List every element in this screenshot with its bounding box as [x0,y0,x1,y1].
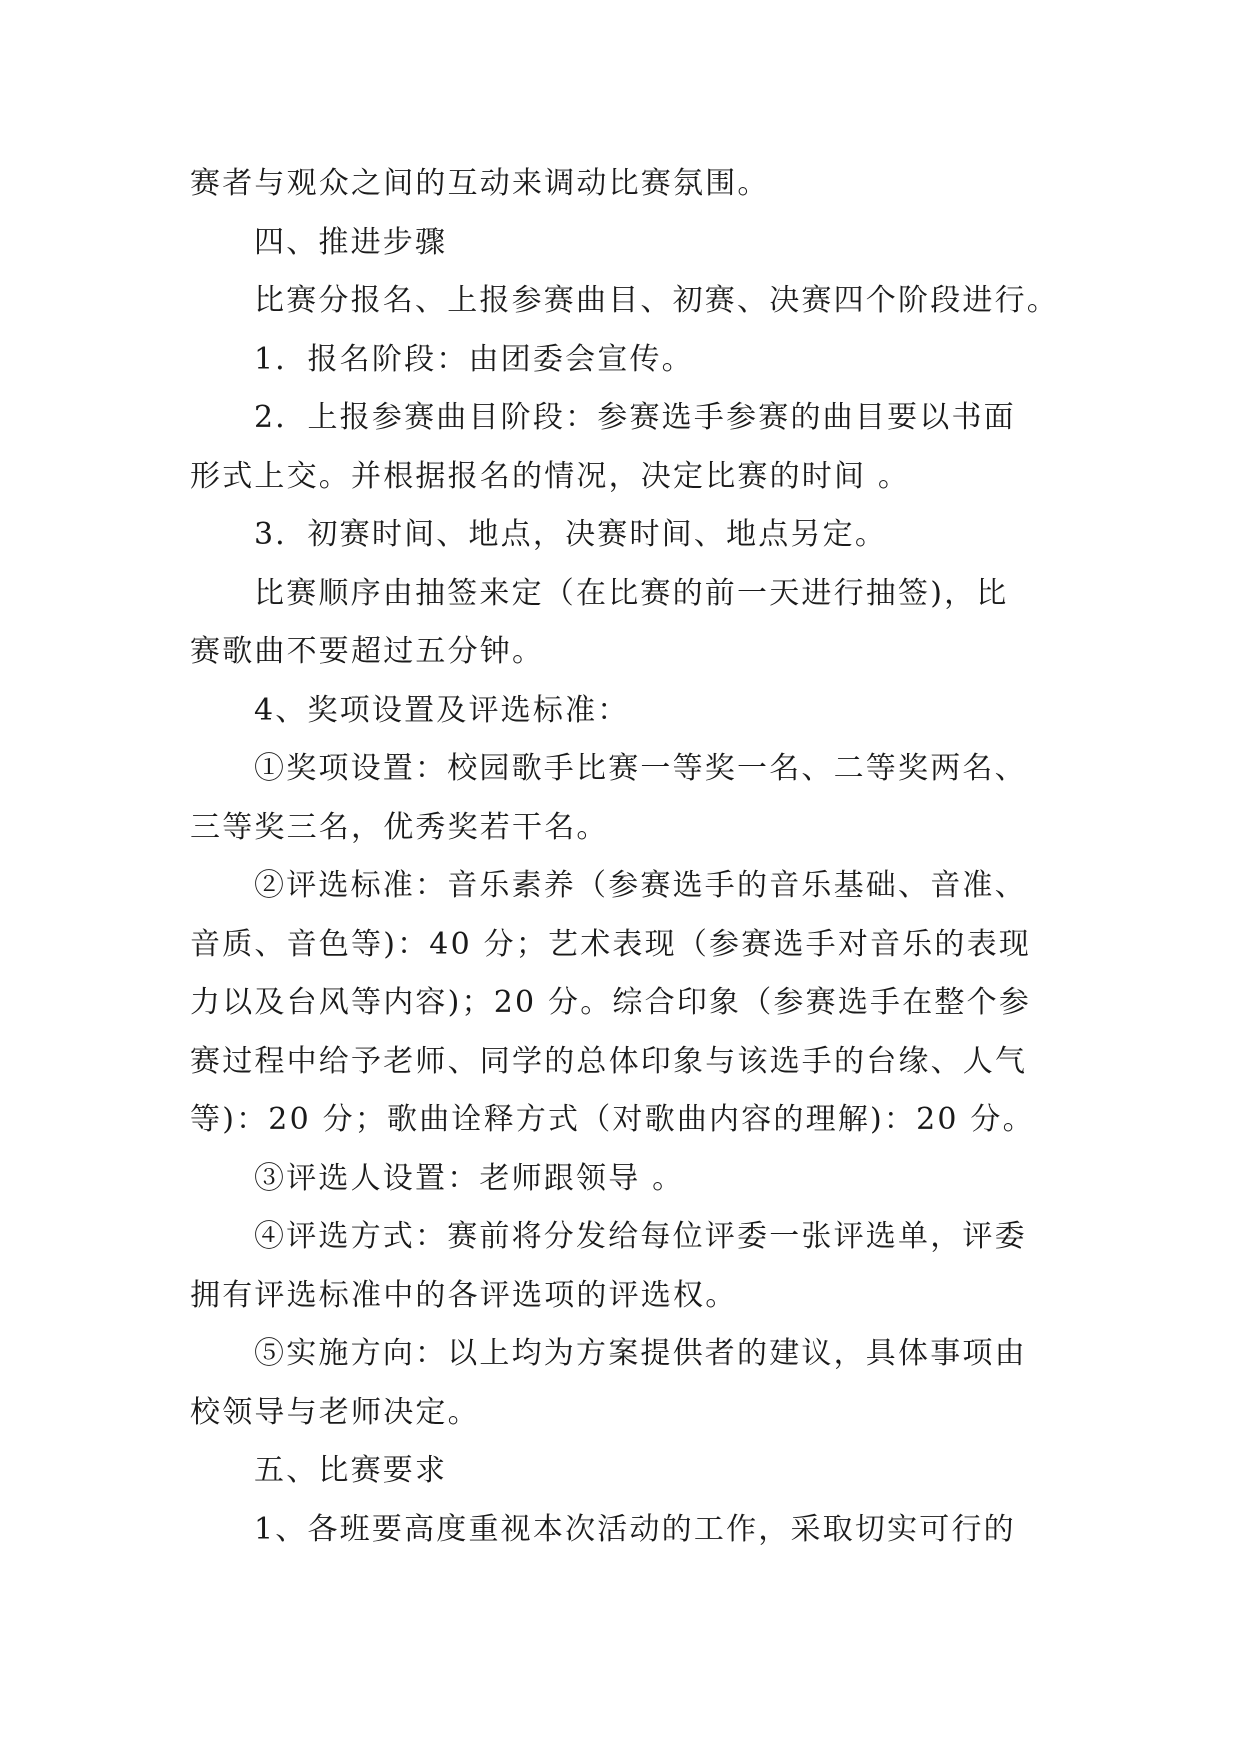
paragraph-line: 1．报名阶段：由团委会宣传。 [254,341,694,377]
paragraph-line: ⑤实施方向：以上均为方案提供者的建议，具体事项由 [254,1336,1027,1371]
paragraph-line: 三等奖三名，优秀奖若干名。 [190,809,609,845]
paragraph-line: 2．上报参赛曲目阶段：参赛选手参赛的曲目要以书面 [254,400,1016,435]
paragraph-line: ②评选标准：音乐素养（参赛选手的音乐基础、音准、 [254,868,1027,903]
section-heading-requirements: 五、比赛要求 [254,1453,448,1488]
paragraph-line: ④评选方式：赛前将分发给每位评委一张评选单，评委 [254,1219,1027,1254]
paragraph-line: 力以及台风等内容)；20 分。综合印象（参赛选手在整个参 [190,985,1032,1020]
paragraph-line: 拥有评选标准中的各评选项的评选权。 [190,1277,738,1313]
paragraph-line: ①奖项设置：校园歌手比赛一等奖一名、二等奖两名、 [254,751,1027,786]
paragraph-line: 等)：20 分；歌曲诠释方式（对歌曲内容的理解)：20 分。 [190,1102,1035,1137]
paragraph-line: 赛过程中给予老师、同学的总体印象与该选手的台缘、人气 [190,1043,1028,1079]
paragraph-line: 比赛分报名、上报参赛曲目、初赛、决赛四个阶段进行。 [254,283,1059,318]
paragraph-line: 1、各班要高度重视本次活动的工作，采取切实可行的 [254,1511,1016,1547]
paragraph-line: 赛歌曲不要超过五分钟。 [190,634,545,669]
paragraph-line: 比赛顺序由抽签来定（在比赛的前一天进行抽签)，比 [254,575,1009,611]
paragraph-line: 校领导与老师决定。 [190,1394,480,1430]
subheading-awards: 4、奖项设置及评选标准： [254,692,630,728]
paragraph-line: ③评选人设置：老师跟领导 。 [254,1160,685,1196]
document-body [190,155,1059,1559]
paragraph-line: 形式上交。并根据报名的情况，决定比赛的时间 。 [190,458,911,494]
paragraph-line: 音质、音色等)：40 分；艺术表现（参赛选手对音乐的表现 [190,926,1032,962]
paragraph-line: 赛者与观众之间的互动来调动比赛氛围。 [190,166,770,201]
section-heading-step: 四、推进步骤 [254,224,448,260]
paragraph-line: 3．初赛时间、地点，决赛时间、地点另定。 [254,517,888,552]
